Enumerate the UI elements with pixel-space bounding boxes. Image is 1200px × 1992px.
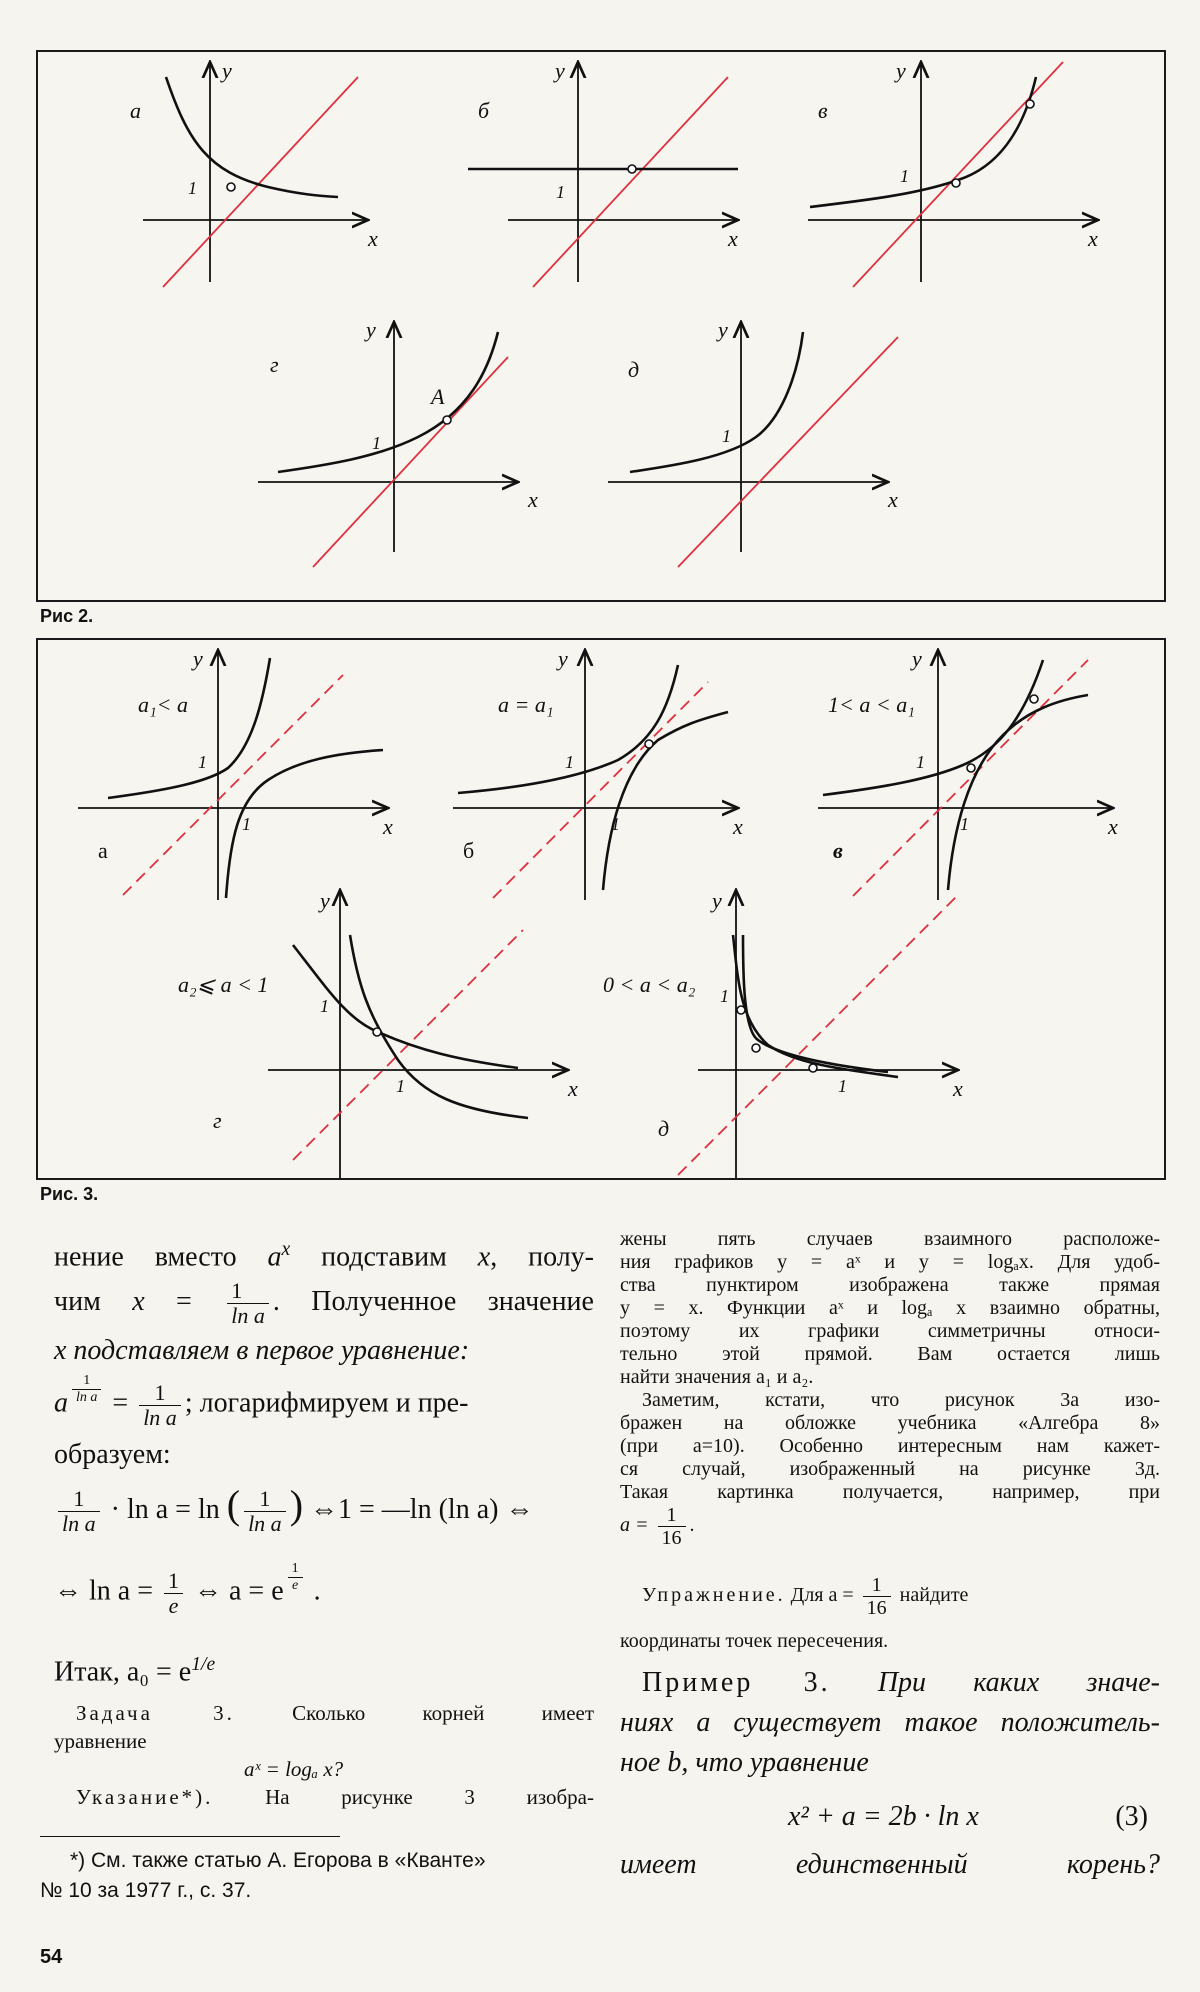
left-eq-1: $\frac{1}{\text{ln a}}$ · ln a = ln ( $\frac{1}{\text{ln a}}$ ) ⇔1 = —ln (ln a) ⇔: [54, 1483, 594, 1547]
footnote: [40, 1846, 590, 1906]
right-line-8: Заметим, кстати, что рисунок 3а изо-: [642, 1389, 1160, 1411]
exercise-line: Упражнение. Для a = $\frac{1}{16}$ найдите: [642, 1574, 969, 1619]
fig3-a-letter: а: [98, 838, 108, 863]
figure-2-caption: Рис 2.: [40, 606, 94, 626]
fig2-panel-b: [468, 62, 738, 287]
fig2-g-one: 1: [372, 433, 381, 453]
fig2-v-letter: в: [818, 98, 828, 123]
example-3-line-3: ное b, что уравнение: [620, 1747, 869, 1778]
fig2-v-one: 1: [900, 166, 909, 186]
fig3-d-cond: 0 < a < a₂: [603, 972, 696, 997]
fig3-g-one-x: 1: [396, 1076, 405, 1096]
figure-3-caption: Рис. 3.: [40, 1184, 99, 1204]
left-column: [54, 1228, 594, 1811]
fig2-b-y: y: [555, 58, 565, 83]
fig3-b-one-y: 1: [565, 752, 574, 772]
figure-2-plots: [38, 52, 1164, 600]
right-line-9: бражен на обложке учебника «Алгебра 8»: [620, 1412, 1160, 1434]
fig3-panel-g: [268, 890, 568, 1178]
right-line-5: поэтому их графики симметричны относи-: [620, 1320, 1160, 1342]
fig3-d-one-x: 1: [838, 1076, 847, 1096]
figure-3-plots: [38, 640, 1164, 1178]
fig3-v-one-y: 1: [916, 752, 925, 772]
fig2-d-y: y: [718, 317, 728, 342]
fig2-v-x: x: [1088, 226, 1098, 251]
fig3-d-x: x: [953, 1076, 963, 1101]
example-3: [620, 1663, 1160, 1885]
left-line-2: чим x = $\frac{1}{\text{ln a}}$ . Полученное значение: [54, 1278, 594, 1329]
right-line-13: a = $\frac{1}{16}$ .: [620, 1504, 695, 1549]
fig3-g-x: x: [568, 1076, 578, 1101]
task-3-line: Задача 3. Сколько корней имеет: [76, 1700, 595, 1725]
left-line-3: x подставляем в первое уравнение:: [54, 1335, 470, 1367]
right-line-10: (при a=10). Особенно интересным нам кажет-: [620, 1435, 1160, 1457]
example-3-equation: x² + a = 2b · ln x (3): [620, 1789, 1160, 1845]
fig3-a-one-x: 1: [242, 814, 251, 834]
fig2-g-y: y: [366, 317, 376, 342]
left-eq-2: ⇔ ln a = $\frac{1}{e}$ ⇔ a = e $\frac{1}{e}$ .: [54, 1561, 321, 1618]
right-line-4: y = x. Функции aˣ и logₐ x взаимно обратны,: [620, 1297, 1160, 1319]
fig3-b-one-x: 1: [611, 814, 620, 834]
fig2-b-x: x: [728, 226, 738, 251]
fig2-v-y: y: [896, 58, 906, 83]
footnote-rule: [40, 1836, 340, 1837]
fig3-v-one-x: 1: [960, 814, 969, 834]
fig2-panel-d: [608, 322, 898, 567]
fig2-panel-g: [258, 322, 518, 567]
left-line-4: a $\frac{1}{\text{ln a}}$ = $\frac{1}{\text{ln a}}$ ; логарифмируем и пре-: [54, 1373, 469, 1430]
right-line-2: ния графиков y = aˣ и y = logₐx. Для удоб-: [620, 1251, 1160, 1273]
fig2-d-letter: д: [628, 357, 640, 382]
fig3-a-x: x: [383, 814, 393, 839]
hint-line: Указание*). На рисунке 3 изобра-: [76, 1784, 594, 1809]
fig3-g-letter: г: [213, 1108, 222, 1133]
fig2-b-one: 1: [556, 182, 565, 202]
fig3-b-cond: a = a₁: [498, 692, 554, 717]
fig2-b-letter: б: [478, 98, 490, 123]
fig3-b-x: x: [733, 814, 743, 839]
page-number: 54: [40, 1946, 63, 1968]
fig3-panel-b: [453, 650, 738, 900]
fig3-d-y: y: [712, 888, 722, 913]
fig2-a-one: 1: [188, 178, 197, 198]
fig3-b-y: y: [558, 646, 568, 671]
fig2-d-x: x: [888, 487, 898, 512]
right-column: [620, 1228, 1160, 1885]
fig3-v-letter: в: [833, 838, 843, 863]
exercise-line-2: координаты точек пересечения.: [620, 1630, 889, 1652]
equation-number: (3): [1115, 1801, 1148, 1832]
fig3-a-cond: a₁< a: [138, 692, 188, 717]
fig3-panel-v: [818, 650, 1113, 900]
fig2-a-x: x: [368, 226, 378, 251]
figure-3: [36, 638, 1166, 1180]
fig3-a-one-y: 1: [198, 752, 207, 772]
fig2-g-letter: г: [270, 352, 279, 377]
fig3-g-cond: a₂⩽ a < 1: [178, 972, 269, 997]
fig3-panel-a: [78, 650, 388, 900]
fig2-panel-a: [143, 62, 368, 287]
task-3-line-2: уравнение: [54, 1728, 147, 1753]
fig3-v-x: x: [1108, 814, 1118, 839]
fig2-a-y: y: [222, 58, 232, 83]
example-3-line-4: имеет единственный корень?: [620, 1849, 1160, 1880]
figure-2: [36, 50, 1166, 602]
fig3-g-one-y: 1: [320, 996, 329, 1016]
right-line-11: ся случай, изображенный на рисунке 3д.: [620, 1458, 1160, 1480]
fig3-v-y: y: [912, 646, 922, 671]
right-line-1: жены пять случаев взаимного расположе-: [620, 1228, 1160, 1250]
example-3-line-2: ниях a существует такое положитель-: [620, 1707, 1160, 1738]
fig3-panel-d: [678, 890, 958, 1178]
footnote-line-1: *) См. также статью А. Егорова в «Кванте»: [70, 1849, 486, 1872]
fig3-v-cond: 1< a < a₁: [828, 692, 915, 717]
fig2-a-letter: а: [130, 98, 141, 123]
task-3-equation: aˣ = logₐ x?: [244, 1756, 344, 1781]
footnote-line-2: № 10 за 1977 г., с. 37.: [40, 1879, 252, 1902]
left-line-5: образуем:: [54, 1439, 171, 1471]
right-line-7: найти значения a₁ и a₂.: [620, 1366, 814, 1388]
fig3-d-letter: д: [658, 1116, 670, 1141]
right-line-12: Такая картинка получается, например, при: [620, 1481, 1160, 1503]
left-line-1: нение вместо $a^x$ подставим x, полу-: [54, 1239, 594, 1273]
left-itak: Итак, $a_0 = e^{1/e}$: [54, 1654, 216, 1688]
fig2-g-point: A: [431, 384, 445, 409]
fig2-g-x: x: [528, 487, 538, 512]
fig3-g-y: y: [320, 888, 330, 913]
fig3-a-y: y: [193, 646, 203, 671]
fig3-d-one-y: 1: [720, 986, 729, 1006]
fig3-b-letter: б: [463, 838, 475, 863]
fig2-panel-v: [808, 62, 1098, 287]
example-3-line-1: Пример 3. При каких значе-: [642, 1667, 1160, 1698]
right-line-3: ства пунктиром изображена также прямая: [620, 1274, 1160, 1296]
fig2-d-one: 1: [722, 426, 731, 446]
right-line-6: тельно этой прямой. Вам остается лишь: [620, 1343, 1160, 1365]
